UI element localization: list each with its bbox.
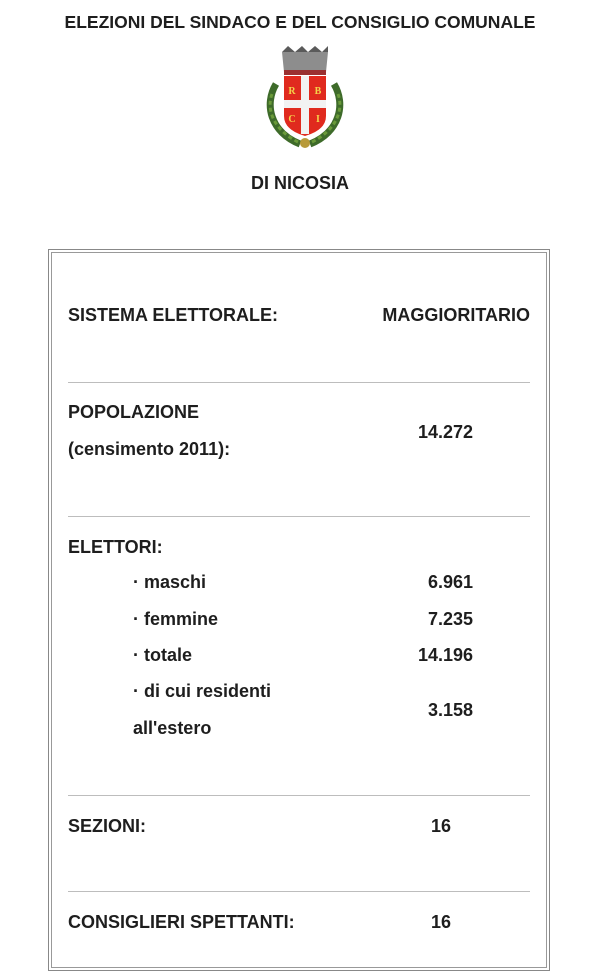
divider xyxy=(68,516,530,517)
sezioni-value: 16 xyxy=(430,816,452,836)
info-table xyxy=(48,249,550,971)
popolazione-sublabel: (censimento 2011): xyxy=(68,439,231,459)
elettori-estero-value: 3.158 xyxy=(427,700,473,720)
elettori-totale-label: · totale xyxy=(133,645,193,665)
page-title: ELEZIONI DEL SINDACO E DEL CONSIGLIO COMUNALE xyxy=(64,12,536,32)
sistema-label: SISTEMA ELETTORALE: xyxy=(68,305,279,325)
elettori-femmine-value: 7.235 xyxy=(427,609,473,629)
svg-text:C: C xyxy=(288,114,296,125)
elettori-estero-sublabel: all'estero xyxy=(133,718,212,738)
city-name: DI NICOSIA xyxy=(250,173,349,193)
shield-icon xyxy=(284,76,326,136)
svg-text:I: I xyxy=(316,114,320,125)
divider xyxy=(68,795,530,796)
crown-icon xyxy=(282,46,328,75)
svg-text:B: B xyxy=(314,86,322,97)
coat-of-arms-logo xyxy=(262,44,348,150)
elettori-femmine-label: · femmine xyxy=(133,609,219,629)
elettori-maschi-label: · maschi xyxy=(133,572,207,592)
svg-text:R: R xyxy=(288,86,296,97)
sezioni-label: SEZIONI: xyxy=(68,816,147,836)
elettori-totale-value: 14.196 xyxy=(417,645,473,665)
popolazione-label: POPOLAZIONE xyxy=(68,402,200,422)
divider xyxy=(68,891,530,892)
consiglieri-value: 16 xyxy=(430,912,452,932)
divider xyxy=(68,382,530,383)
consiglieri-label: CONSIGLIERI SPETTANTI: xyxy=(68,912,295,932)
popolazione-value: 14.272 xyxy=(417,422,473,442)
elettori-maschi-value: 6.961 xyxy=(427,572,473,592)
elettori-estero-label: · di cui residenti xyxy=(133,681,272,701)
sistema-value: MAGGIORITARIO xyxy=(382,305,530,325)
elettori-label: ELETTORI: xyxy=(68,537,163,557)
